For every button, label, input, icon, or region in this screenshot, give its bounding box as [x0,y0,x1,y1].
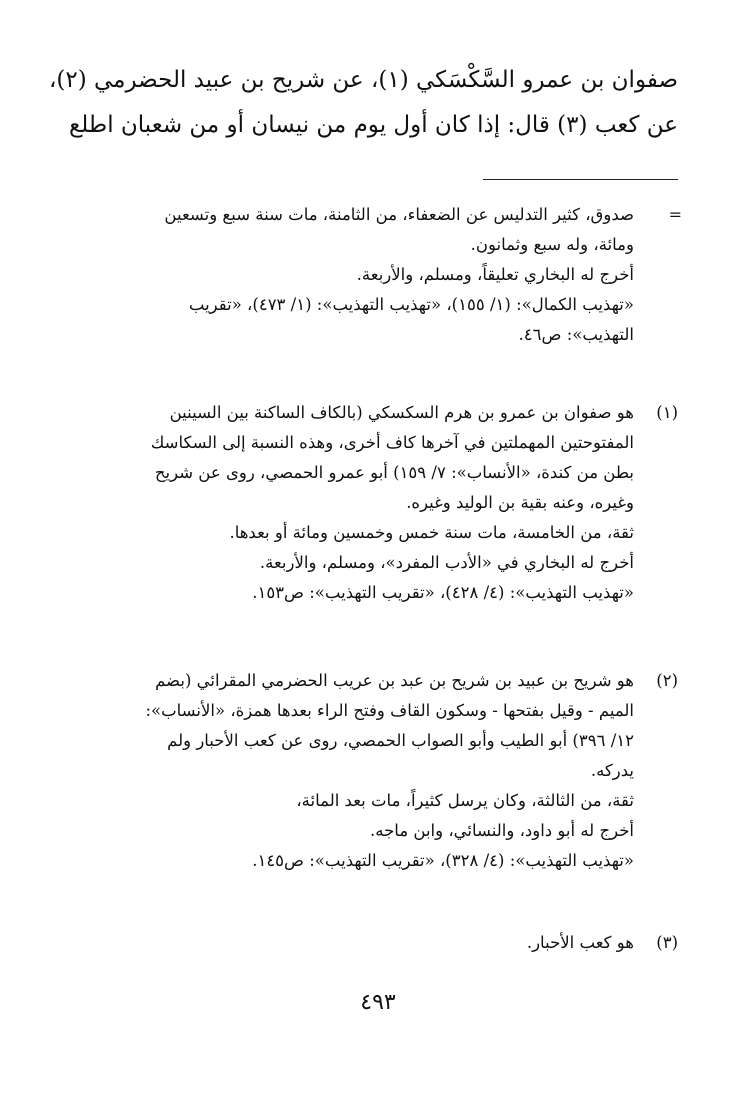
footnote-line: هو صفوان بن عمرو بن هرم السكسكي (بالكاف الساكنة بين السينين [169,403,634,422]
footnote-number: (٣) [656,933,678,952]
footnote-line: وغيره، وعنه بقية بن الوليد وغيره. [406,493,634,512]
footnote-separator [483,179,678,180]
footnote-line: ومائة، وله سبع وثمانون. [470,235,634,254]
footnote-2 [62,666,678,876]
footnote-number: (١) [656,403,678,422]
main-text-line: صفوان بن عمرو السَّكْسَكي (١)، عن شريح بن عبيد الحضرمي (٢)، [48,67,678,93]
footnote-line: صدوق، كثير التدليس عن الضعفاء، من الثامنة، مات سنة سبع وتسعين [164,205,634,224]
footnote-line: «تهذيب التهذيب»: (٤/ ٤٢٨)، «تقريب التهذيب»: ص١٥٣. [252,583,634,602]
footnote-line: المفتوحتين المهملتين في آخرها كاف أخرى، وهذه النسبة إلى السكاسك [150,433,634,452]
footnote-line: ثقة، من الثالثة، وكان يرسل كثيراً، مات بعد المائة، [296,791,634,810]
footnote-number: (٢) [656,671,678,690]
page-number: ٤٩٣ [360,990,396,1015]
footnote-line: بطن من كندة، «الأنساب»: ٧/ ١٥٩) أبو عمرو الحمصي، روى عن شريح [154,463,634,482]
footnote-line: ١٢/ ٣٩٦) أبو الطيب وأبو الصواب الحمصي، روى عن كعب الأحبار ولم [167,731,634,750]
footnote-line: ثقة، من الخامسة، مات سنة خمس وخمسين ومائة أو بعدها. [229,523,634,542]
footnote-line: «تهذيب التهذيب»: (٤/ ٣٢٨)، «تقريب التهذيب»: ص١٤٥. [252,851,634,870]
footnote-line: أخرج له البخاري في «الأدب المفرد»، ومسلم، والأربعة. [259,553,634,572]
footnote-1 [62,398,678,608]
main-text [48,58,678,148]
footnote-line: يدركه. [590,761,634,780]
footnote-line: «تهذيب الكمال»: (١/ ١٥٥)، «تهذيب التهذيب»: (١/ ٤٧٣)، «تقريب [188,295,634,314]
main-text-line: عن كعب (٣) قال: إذا كان أول يوم من نيسان أو من شعبان اطلع [69,112,678,138]
footnote-3 [62,928,678,958]
footnote-line: أخرج له البخاري تعليقاً، ومسلم، والأربعة. [356,265,634,284]
footnote-line: الميم - وقيل بفتحها - وسكون القاف وفتح الراء بعدها همزة، «الأنساب»: [145,701,634,720]
footnote-line: التهذيب»: ص٤٦. [518,325,634,344]
continuation-mark: = [668,205,682,224]
footnote-line: هو شريح بن عبيد بن شريح بن عبد بن عريب الحضرمي المقرائي (بضم [155,671,634,690]
footnote-line: أخرج له أبو داود، والنسائي، وابن ماجه. [370,821,634,840]
footnote-continuation [62,200,682,350]
footnote-line: هو كعب الأحبار. [526,933,634,952]
footnote-continuation-body [62,200,678,350]
